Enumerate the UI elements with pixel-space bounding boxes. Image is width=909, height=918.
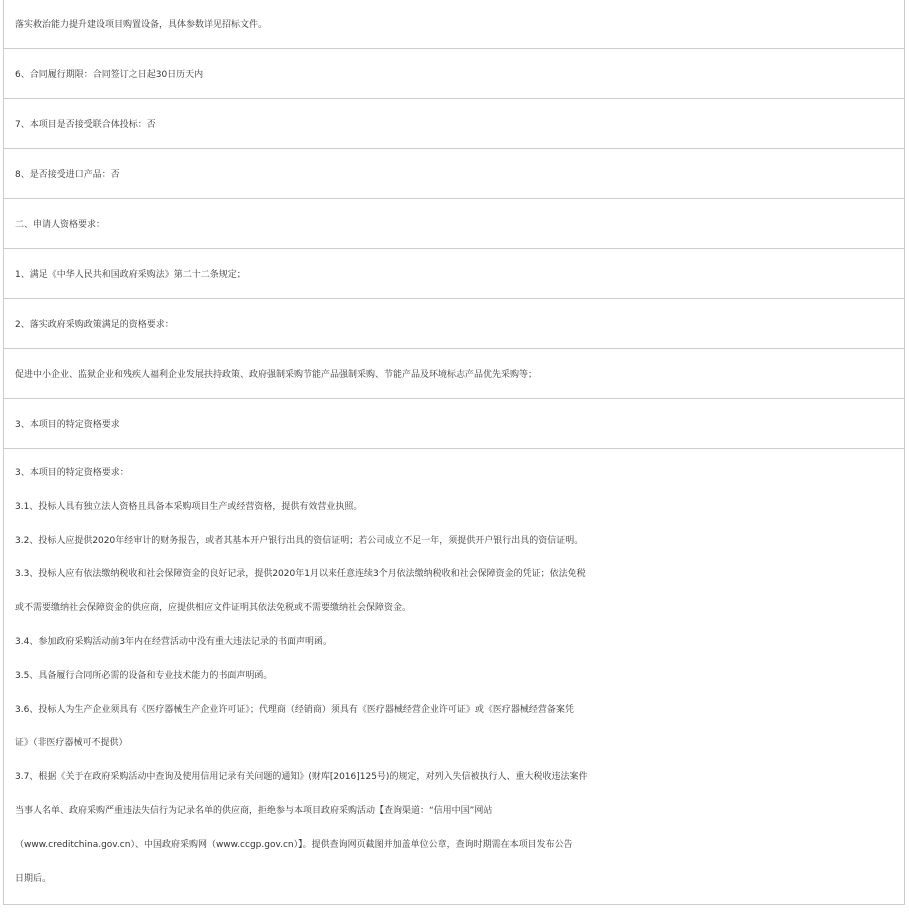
section-heading-qualifications: 二、申请人资格要求：	[4, 199, 905, 249]
detail-line: 证》（非医疗器械可不提供）	[15, 738, 128, 749]
table-row	[4, 49, 905, 99]
table-row	[4, 199, 905, 249]
table-row	[4, 349, 905, 399]
detail-line: 或不需要缴纳社会保障资金的供应商，应提供相应文件证明其依法免税或不需要缴纳社会保障资金。	[15, 603, 412, 614]
table-row	[4, 399, 905, 449]
table-row	[4, 249, 905, 299]
detail-line: 3.3、投标人应有依法缴纳税收和社会保障资金的良好记录，提供2020年1月以来任意连续3个月依法缴纳税收和社会保障资金的凭证；依法免税	[15, 569, 586, 580]
detail-line: 3.1、投标人具有独立法人资格且具备本采购项目生产或经营资格，提供有效营业执照。	[15, 501, 363, 512]
detail-line: 3.2、投标人应提供2020年经审计的财务报告，或者其基本开户银行出具的资信证明；若公司成立不足一年，须提供开户银行出具的资信证明。	[15, 535, 584, 546]
detail-line: 3、本项目的特定资格要求：	[15, 468, 129, 478]
detail-line: 3.6、投标人为生产企业须具有《医疗器械生产企业许可证》；代理商（经销商）须具有《医疗器械经营企业许可证》或《医疗器械经营备案凭	[15, 704, 574, 715]
detail-line: 3.5、具备履行合同所必需的设备和专业技术能力的书面声明函。	[15, 670, 273, 681]
specific-requirements-detail	[4, 449, 905, 905]
project-description: 落实救治能力提升建设项目购置设备，具体参数详见招标文件。	[4, 0, 905, 49]
requirement-procurement-law: 1、满足《中华人民共和国政府采购法》第二十二条规定；	[4, 249, 905, 299]
consortium-bidding: 7、本项目是否接受联合体投标：否	[4, 99, 905, 149]
table-row	[4, 299, 905, 349]
detail-line: 3.4、参加政府采购活动前3年内在经营活动中没有重大违法记录的书面声明函。	[15, 636, 333, 647]
tender-info-table	[3, 0, 905, 905]
contract-period: 6、合同履行期限：合同签订之日起30日历天内	[4, 49, 905, 99]
table-row	[4, 449, 905, 905]
detail-line: 3.7、根据《关于在政府采购活动中查询及使用信用记录有关问题的通知》(财库[2016]125号)的规定，对列入失信被执行人、重大税收违法案件	[15, 772, 588, 783]
table-row	[4, 149, 905, 199]
requirement-policy-detail: 促进中小企业、监狱企业和残疾人福利企业发展扶持政策、政府强制采购节能产品强制采购、节能产品及环境标志产品优先采购等；	[4, 349, 905, 399]
detail-line: （www.creditchina.gov.cn）、中国政府采购网（www.ccgp.gov.cn）】。提供查询网页截图并加盖单位公章，查询时期需在本项目发布公告	[15, 839, 573, 850]
imported-products: 8、是否接受进口产品：否	[4, 149, 905, 199]
requirement-policy-heading: 2、落实政府采购政策满足的资格要求：	[4, 299, 905, 349]
detail-line: 当事人名单、政府采购严重违法失信行为记录名单的供应商，拒绝参与本项目政府采购活动【查询渠道：“信用中国”网站	[15, 805, 493, 816]
table-row	[4, 99, 905, 149]
specific-requirements-heading: 3、本项目的特定资格要求	[4, 399, 905, 449]
detail-line: 日期后。	[15, 873, 52, 884]
table-row	[4, 0, 905, 49]
